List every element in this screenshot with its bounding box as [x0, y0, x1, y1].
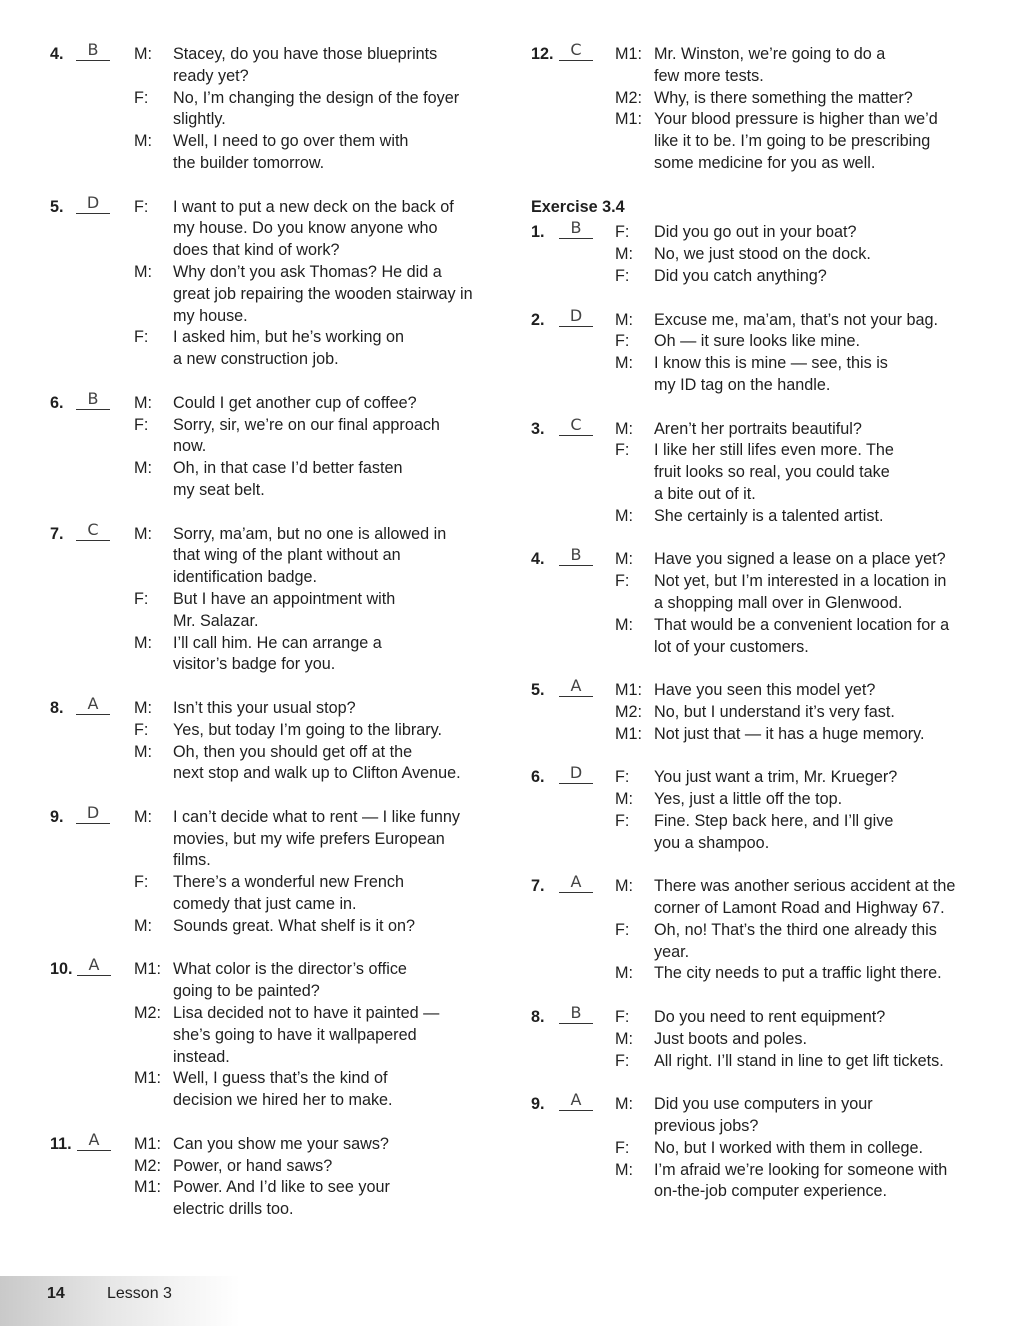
dialogue-text: There was another serious accident at the [654, 877, 956, 896]
speaker-label: F: [615, 1051, 630, 1070]
dialogue-text: few more tests. [654, 66, 764, 85]
dialogue-text: All right. I’ll stand in line to get lift tickets. [654, 1051, 944, 1070]
speaker-label: M: [615, 354, 633, 373]
dialogue-text: Power. And I’d like to see your [173, 1178, 390, 1197]
speaker-label: F: [134, 415, 149, 434]
dialogue-line [50, 131, 500, 175]
answer-blank: D [559, 762, 593, 784]
answer-blank: B [76, 388, 110, 410]
speaker-label: M: [134, 633, 152, 652]
dialogue-line [531, 109, 981, 174]
speaker-label: M: [615, 310, 633, 329]
dialogue-line [50, 88, 500, 132]
dialogue-line [531, 244, 981, 266]
dialogue-text: she’s going to have it wallpapered [173, 1025, 417, 1044]
dialogue-item [50, 519, 500, 677]
dialogue-text: Sounds great. What shelf is it on? [173, 916, 416, 935]
dialogue-text: Why, is there something the matter? [654, 88, 913, 107]
dialogue-line [531, 1094, 981, 1138]
dialogue-text: comedy that just came in. [173, 895, 357, 914]
dialogue-line [531, 876, 981, 920]
dialogue-text: Oh, then you should get off at the [173, 742, 413, 761]
item-number: 7. [531, 877, 545, 896]
speaker-label: M: [134, 807, 152, 826]
dialogue-item [531, 1003, 981, 1072]
exercise-heading: Exercise 3.4 [531, 197, 625, 216]
dialogue-line [50, 1068, 500, 1112]
dialogue-item [50, 388, 500, 502]
dialogue-line [531, 266, 981, 288]
dialogue-line [531, 963, 981, 985]
item-number: 9. [50, 807, 64, 826]
dialogue-item [50, 693, 500, 785]
item-number: 6. [531, 768, 545, 787]
dialogue-text: Could I get another cup of coffee? [173, 393, 417, 412]
answer-blank: A [559, 1089, 593, 1111]
answer-blank: C [559, 39, 593, 61]
speaker-label: M1: [134, 1134, 161, 1153]
dialogue-text: instead. [173, 1047, 230, 1066]
dialogue-text: Mr. Winston, we’re going to do a [654, 45, 886, 63]
dialogue-text: like it to be. I’m going to be prescribing [654, 132, 931, 151]
item-number: 10. [50, 960, 73, 979]
dialogue-line [50, 1156, 500, 1178]
dialogue-text: previous jobs? [654, 1117, 759, 1136]
dialogue-item [50, 192, 500, 371]
speaker-label: F: [615, 768, 630, 787]
dialogue-line [531, 222, 981, 244]
dialogue-text: now. [173, 437, 207, 456]
speaker-label: M: [615, 877, 633, 896]
dialogue-line [50, 959, 500, 1003]
dialogue-line [50, 589, 500, 633]
dialogue-item [50, 955, 500, 1112]
speaker-label: F: [615, 1008, 630, 1027]
dialogue-text: No, but I understand it’s very fast. [654, 702, 895, 721]
dialogue-text: a bite out of it. [654, 484, 756, 503]
item-number: 3. [531, 419, 545, 438]
speaker-label: M: [615, 419, 633, 438]
speaker-label: F: [615, 332, 630, 351]
dialogue-text: corner of Lamont Road and Highway 67. [654, 899, 945, 918]
dialogue-line [531, 419, 981, 441]
dialogue-text: my house. Do you know anyone who [173, 219, 438, 238]
dialogue-line [50, 1003, 500, 1068]
speaker-label: M: [615, 1029, 633, 1048]
dialogue-text: next stop and walk up to Clifton Avenue. [173, 764, 461, 783]
dialogue-text: Power, or hand saws? [173, 1156, 333, 1175]
dialogue-line [50, 327, 500, 371]
speaker-label: M: [134, 524, 152, 543]
speaker-label: M: [615, 615, 633, 634]
dialogue-text: You just want a trim, Mr. Krueger? [654, 768, 898, 787]
dialogue-line [50, 458, 500, 502]
speaker-label: F: [134, 720, 149, 739]
dialogue-text: Mr. Salazar. [173, 611, 259, 630]
speaker-label: F: [134, 328, 149, 347]
answer-blank: B [76, 39, 110, 61]
speaker-label: M: [615, 550, 633, 569]
dialogue-line [531, 353, 981, 397]
speaker-label: M1: [134, 1178, 161, 1197]
dialogue-text: electric drills too. [173, 1200, 294, 1219]
speaker-label: F: [615, 266, 630, 285]
dialogue-item [531, 305, 981, 397]
dialogue-text: That would be a convenient location for a [654, 615, 950, 634]
dialogue-line [531, 789, 981, 811]
dialogue-line [50, 807, 500, 872]
dialogue-line [531, 1160, 981, 1204]
dialogue-text: going to be painted? [173, 982, 320, 1001]
answer-blank: A [77, 1129, 111, 1151]
dialogue-text: Fine. Step back here, and I’ll give [654, 811, 894, 830]
dialogue-text: Why don’t you ask Thomas? He did a [173, 262, 442, 281]
dialogue-text: Isn’t this your usual stop? [173, 698, 356, 717]
item-number: 4. [50, 45, 64, 63]
dialogue-text: Sorry, ma’am, but no one is allowed in [173, 524, 447, 543]
dialogue-text: lot of your customers. [654, 637, 809, 656]
item-number: 5. [531, 681, 545, 700]
dialogue-text: my house. [173, 306, 248, 325]
dialogue-text: Have you signed a lease on a place yet? [654, 550, 946, 569]
speaker-label: F: [615, 920, 630, 939]
answer-blank: A [559, 871, 593, 893]
speaker-label: M1: [615, 724, 642, 743]
item-number: 8. [531, 1008, 545, 1027]
dialogue-item [50, 802, 500, 938]
dialogue-text: No, we just stood on the dock. [654, 245, 871, 264]
answer-blank: B [559, 217, 593, 239]
dialogue-text: ready yet? [173, 66, 249, 85]
item-number: 4. [531, 550, 545, 569]
dialogue-text: Stacey, do you have those blueprints [173, 45, 438, 63]
dialogue-line [531, 615, 981, 659]
dialogue-text: I can’t decide what to rent — I like funny [173, 807, 461, 826]
dialogue-text: There’s a wonderful new French [173, 873, 404, 892]
speaker-label: M2: [615, 88, 642, 107]
speaker-label: M: [134, 916, 152, 935]
speaker-label: F: [615, 572, 630, 591]
answer-blank: D [559, 305, 593, 327]
speaker-label: M2: [134, 1156, 161, 1175]
dialogue-line [50, 524, 500, 589]
speaker-label: F: [134, 88, 149, 107]
dialogue-text: No, I’m changing the design of the foyer [173, 88, 460, 107]
item-number: 2. [531, 310, 545, 329]
dialogue-line [531, 331, 981, 353]
dialogue-line [50, 698, 500, 720]
speaker-label: M: [134, 45, 152, 63]
dialogue-item [531, 763, 981, 854]
dialogue-item [531, 676, 981, 745]
dialogue-text: my seat belt. [173, 480, 265, 499]
dialogue-line [531, 44, 981, 88]
dialogue-text: Well, I guess that’s the kind of [173, 1069, 388, 1088]
dialogue-text: the builder tomorrow. [173, 153, 325, 172]
speaker-label: M: [134, 742, 152, 761]
dialogue-line [50, 393, 500, 415]
dialogue-text: Did you catch anything? [654, 266, 827, 285]
dialogue-text: Can you show me your saws? [173, 1134, 389, 1153]
dialogue-text: movies, but my wife prefers European [173, 829, 445, 848]
item-number: 11. [50, 1134, 72, 1153]
dialogue-text: you a shampoo. [654, 833, 770, 852]
dialogue-text: Excuse me, ma’am, that’s not your bag. [654, 310, 939, 329]
dialogue-text: Your blood pressure is higher than we’d [654, 110, 938, 129]
dialogue-text: Oh, no! That’s the third one already this [654, 920, 937, 939]
speaker-label: F: [615, 811, 630, 830]
dialogue-text: Yes, but today I’m going to the library. [173, 720, 443, 739]
dialogue-line [531, 920, 981, 964]
speaker-label: M2: [615, 702, 642, 721]
dialogue-item [531, 545, 981, 658]
dialogue-text: She certainly is a talented artist. [654, 506, 884, 525]
dialogue-line [531, 702, 981, 724]
dialogue-line [531, 1007, 981, 1029]
dialogue-line [50, 1134, 500, 1156]
answer-blank: D [76, 802, 110, 824]
dialogue-line [50, 415, 500, 459]
speaker-label: M: [134, 393, 152, 412]
dialogue-line [531, 680, 981, 702]
answer-blank: C [76, 519, 110, 541]
dialogue-text: Sorry, sir, we’re on our final approach [173, 415, 440, 434]
dialogue-line [531, 571, 981, 615]
dialogue-text: slightly. [173, 110, 226, 129]
dialogue-text: identification badge. [173, 568, 317, 587]
dialogue-text: my ID tag on the handle. [654, 375, 831, 394]
speaker-label: M: [134, 698, 152, 717]
dialogue-line [50, 742, 500, 786]
speaker-label: M: [615, 964, 633, 983]
dialogue-item [531, 40, 981, 175]
dialogue-text: I know this is mine — see, this is [654, 354, 888, 373]
dialogue-text: Oh, in that case I’d better fasten [173, 459, 403, 478]
dialogue-text: Aren’t her portraits beautiful? [654, 419, 862, 438]
dialogue-line [531, 310, 981, 332]
speaker-label: M1: [134, 1069, 161, 1088]
dialogue-line [50, 872, 500, 916]
item-number: 9. [531, 1095, 545, 1114]
speaker-label: M2: [134, 1004, 161, 1023]
speaker-label: M: [134, 262, 152, 281]
dialogue-item [531, 872, 981, 985]
dialogue-text: decision we hired her to make. [173, 1091, 393, 1110]
dialogue-item [50, 1129, 500, 1221]
speaker-label: M: [615, 245, 633, 264]
dialogue-item [50, 40, 500, 175]
dialogue-text: But I have an appointment with [173, 589, 396, 608]
dialogue-item [531, 414, 981, 528]
answer-blank: B [559, 1002, 593, 1024]
speaker-label: M: [615, 506, 633, 525]
dialogue-text: films. [173, 851, 211, 870]
dialogue-line [50, 633, 500, 677]
dialogue-line [531, 1138, 981, 1160]
dialogue-text: some medicine for you as well. [654, 153, 876, 172]
answer-blank: A [76, 693, 110, 715]
dialogue-line [531, 767, 981, 789]
answer-blank: D [76, 192, 110, 214]
dialogue-text: on-the-job computer experience. [654, 1182, 888, 1201]
answer-blank: B [559, 544, 593, 566]
dialogue-line [531, 506, 981, 528]
speaker-label: M: [134, 459, 152, 478]
dialogue-text: a shopping mall over in Glenwood. [654, 593, 903, 612]
dialogue-line [531, 1051, 981, 1073]
dialogue-text: I asked him, but he’s working on [173, 328, 404, 347]
dialogue-text: I’ll call him. He can arrange a [173, 633, 382, 652]
speaker-label: M: [615, 790, 633, 809]
dialogue-text: Just boots and poles. [654, 1029, 807, 1048]
item-number: 8. [50, 698, 64, 717]
right-column [531, 40, 981, 1203]
speaker-label: M1: [615, 45, 642, 63]
dialogue-text: I like her still lifes even more. The [654, 441, 894, 460]
dialogue-text: great job repairing the wooden stairway in [173, 284, 473, 303]
speaker-label: M: [615, 1160, 633, 1179]
dialogue-text: that wing of the plant without an [173, 546, 401, 565]
dialogue-text: Did you use computers in your [654, 1095, 873, 1114]
speaker-label: F: [134, 589, 149, 608]
dialogue-text: Not just that — it has a huge memory. [654, 724, 925, 743]
dialogue-line [531, 549, 981, 571]
dialogue-text: Oh — it sure looks like mine. [654, 332, 861, 351]
dialogue-item [531, 218, 981, 287]
dialogue-text: fruit looks so real, you could take [654, 463, 890, 482]
answer-blank: A [559, 675, 593, 697]
dialogue-line [50, 44, 500, 88]
speaker-label: F: [134, 197, 149, 216]
speaker-label: F: [615, 441, 630, 460]
dialogue-text: a new construction job. [173, 350, 339, 369]
dialogue-text: The city needs to put a traffic light there. [654, 964, 942, 983]
speaker-label: F: [615, 223, 630, 242]
item-number: 7. [50, 524, 64, 543]
answer-blank: C [559, 414, 593, 436]
dialogue-line [50, 197, 500, 262]
item-number: 1. [531, 223, 545, 242]
dialogue-text: Lisa decided not to have it painted — [173, 1004, 440, 1023]
dialogue-text: What color is the director’s office [173, 960, 407, 979]
speaker-label: F: [134, 873, 149, 892]
dialogue-text: does that kind of work? [173, 241, 340, 260]
dialogue-text: Have you seen this model yet? [654, 681, 876, 700]
left-column [50, 40, 500, 1221]
item-number: 12. [531, 45, 554, 63]
dialogue-line [531, 440, 981, 505]
speaker-label: F: [615, 1138, 630, 1157]
dialogue-text: I’m afraid we’re looking for someone with [654, 1160, 948, 1179]
dialogue-line [50, 1177, 500, 1221]
page-number: 14 [47, 1285, 65, 1302]
dialogue-line [50, 916, 500, 938]
dialogue-text: year. [654, 942, 690, 961]
answer-blank: A [77, 954, 111, 976]
dialogue-text: Yes, just a little off the top. [654, 790, 843, 809]
dialogue-line [50, 262, 500, 327]
speaker-label: M1: [615, 681, 642, 700]
dialogue-text: Do you need to rent equipment? [654, 1008, 886, 1027]
speaker-label: M1: [134, 960, 161, 979]
dialogue-text: I want to put a new deck on the back of [173, 197, 454, 216]
dialogue-text: Well, I need to go over them with [173, 132, 409, 151]
dialogue-line [531, 724, 981, 746]
dialogue-text: Did you go out in your boat? [654, 223, 857, 242]
dialogue-line [531, 88, 981, 110]
dialogue-text: No, but I worked with them in college. [654, 1138, 924, 1157]
speaker-label: M: [134, 132, 152, 151]
dialogue-line [531, 1029, 981, 1051]
dialogue-text: Not yet, but I’m interested in a location in [654, 572, 947, 591]
item-number: 6. [50, 393, 64, 412]
dialogue-text: visitor’s badge for you. [173, 655, 336, 674]
speaker-label: M: [615, 1095, 633, 1114]
speaker-label: M1: [615, 110, 642, 129]
lesson-label: Lesson 3 [107, 1285, 172, 1302]
item-number: 5. [50, 197, 64, 216]
dialogue-line [531, 811, 981, 855]
dialogue-line [50, 720, 500, 742]
dialogue-item [531, 1090, 981, 1203]
